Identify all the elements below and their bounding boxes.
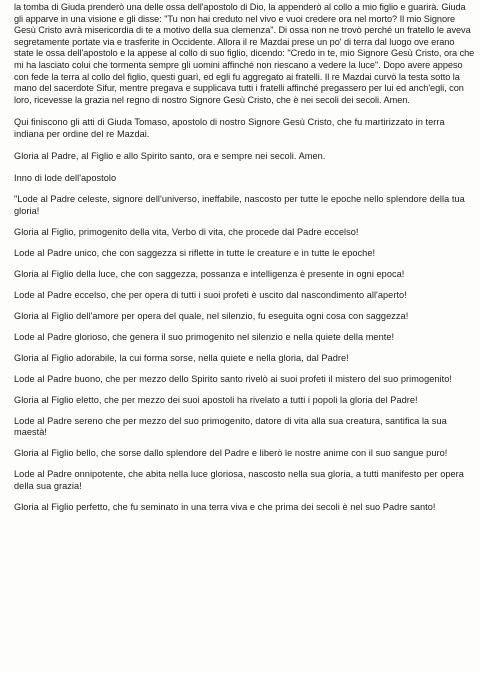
hymn-verse: Lode al Padre sereno che per mezzo del suo primogenito, datore di vita alla sua creatura, santifica la sua maestà! [14,415,447,438]
hymn-verse: Lode al Padre buono, che per mezzo dello Spirito santo rivelò ai suoi profeti il mistero del suo primogenito! [14,373,453,384]
hymn-verse: Lode al Padre eccelso, che per opera di tutti i suoi profeti è uscito dal nascondimento all'aperto! [14,289,407,300]
hymn-verse: "Lode al Padre celeste, signore dell'universo, ineffabile, nascosto per tutte le epoche nello splendore della tua gloria! [14,194,465,216]
hymn-title: Inno di lode dell'apostolo [14,172,117,183]
hymn-verse: Lode al Padre onnipotente, che abita nella luce gloriosa, nascosto nella sua gloria, a tutti manifesto per opera della sua grazia! [14,469,464,491]
hymn-verse: Gloria al Figlio della luce, che con saggezza, possanza e intelligenza è presente in ogni epoca! [14,268,405,279]
text-column [14,2,476,523]
hymn-verse: Gloria al Figlio dell'amore per opera del quale, nel silenzio, fu eseguita ogni cosa con saggezza! [14,310,409,321]
hymn-verse: Gloria al Figlio eletto, che per mezzo dei suoi apostoli ha rivelato a tutti i popoli la gloria del Padre! [14,394,418,405]
hymn-verse: Lode al Padre glorioso, che genera il suo primogenito nel silenzio e nella quiete della mente! [14,331,395,342]
doxology: Gloria al Padre, al Figlio e allo Spirito santo, ora e sempre nei secoli. Amen. [14,150,326,161]
hymn-verse: Gloria al Figlio, primogenito della vita, Verbo di vita, che procede dal Padre eccelso! [14,226,359,237]
closing-note: Qui finiscono gli atti di Giuda Tomaso, apostolo di nostro Signore Gesù Cristo, che fu martirizzato in terra indiana per ordine del re Mazdai. [14,117,445,139]
opening-paragraph: la tomba di Giuda prenderò una delle ossa dell'apostolo di Dio, la appenderò al collo a mio figlio e guarirà. Giuda gli apparve in una visione e gli disse: "Tu non hai creduto nel vivo e vuoi credere ora nel morto? Il mio Signore Gesù Cristo avrà misericordia di te a motivo della sua clemenza". Di ossa non ne trovò perché un fratello le aveva segretamente portate via e trasferite in Occidente. Allora il re Mazdai prese un po' di terra dal luogo ove erano state le ossa dell'apostolo e la appese al collo di suo figlio, dicendo: "Credo in te, mio Signore Gesù Cristo, ora che mi ha lasciato colui che tormenta sempre gli uomini affinché non riescano a vedere la luce". Dopo avere appeso con fede la terra al collo del figlio, questi guarì, ed egli fu aggregato ai fratelli. Il re Mazdai curvò la testa sotto la mano del sacerdote Sifur, mentre pregava e supplicava tutti i fratelli affinché pregassero per lui ed anch'egli, con loro, ricevesse la grazia nel regno di nostro Signore Gesù Cristo, che è nei secoli dei secoli. Amen. [14,2,475,105]
hymn-verse: Gloria al Figlio adorabile, la cui forma sorse, nella quiete e nella gloria, dal Padre! [14,352,349,363]
hymn-verse: Lode al Padre unico, che con saggezza si riflette in tutte le creature e in tutte le epoche! [14,247,376,258]
hymn-verse: Gloria al Figlio bello, che sorse dallo splendore del Padre e liberò le nostre anime con il suo sangue puro! [14,448,448,459]
hymn-verse: Gloria al Figlio perfetto, che fu seminato in una terra viva e che prima dei secoli è nel suo Padre santo! [14,501,436,512]
